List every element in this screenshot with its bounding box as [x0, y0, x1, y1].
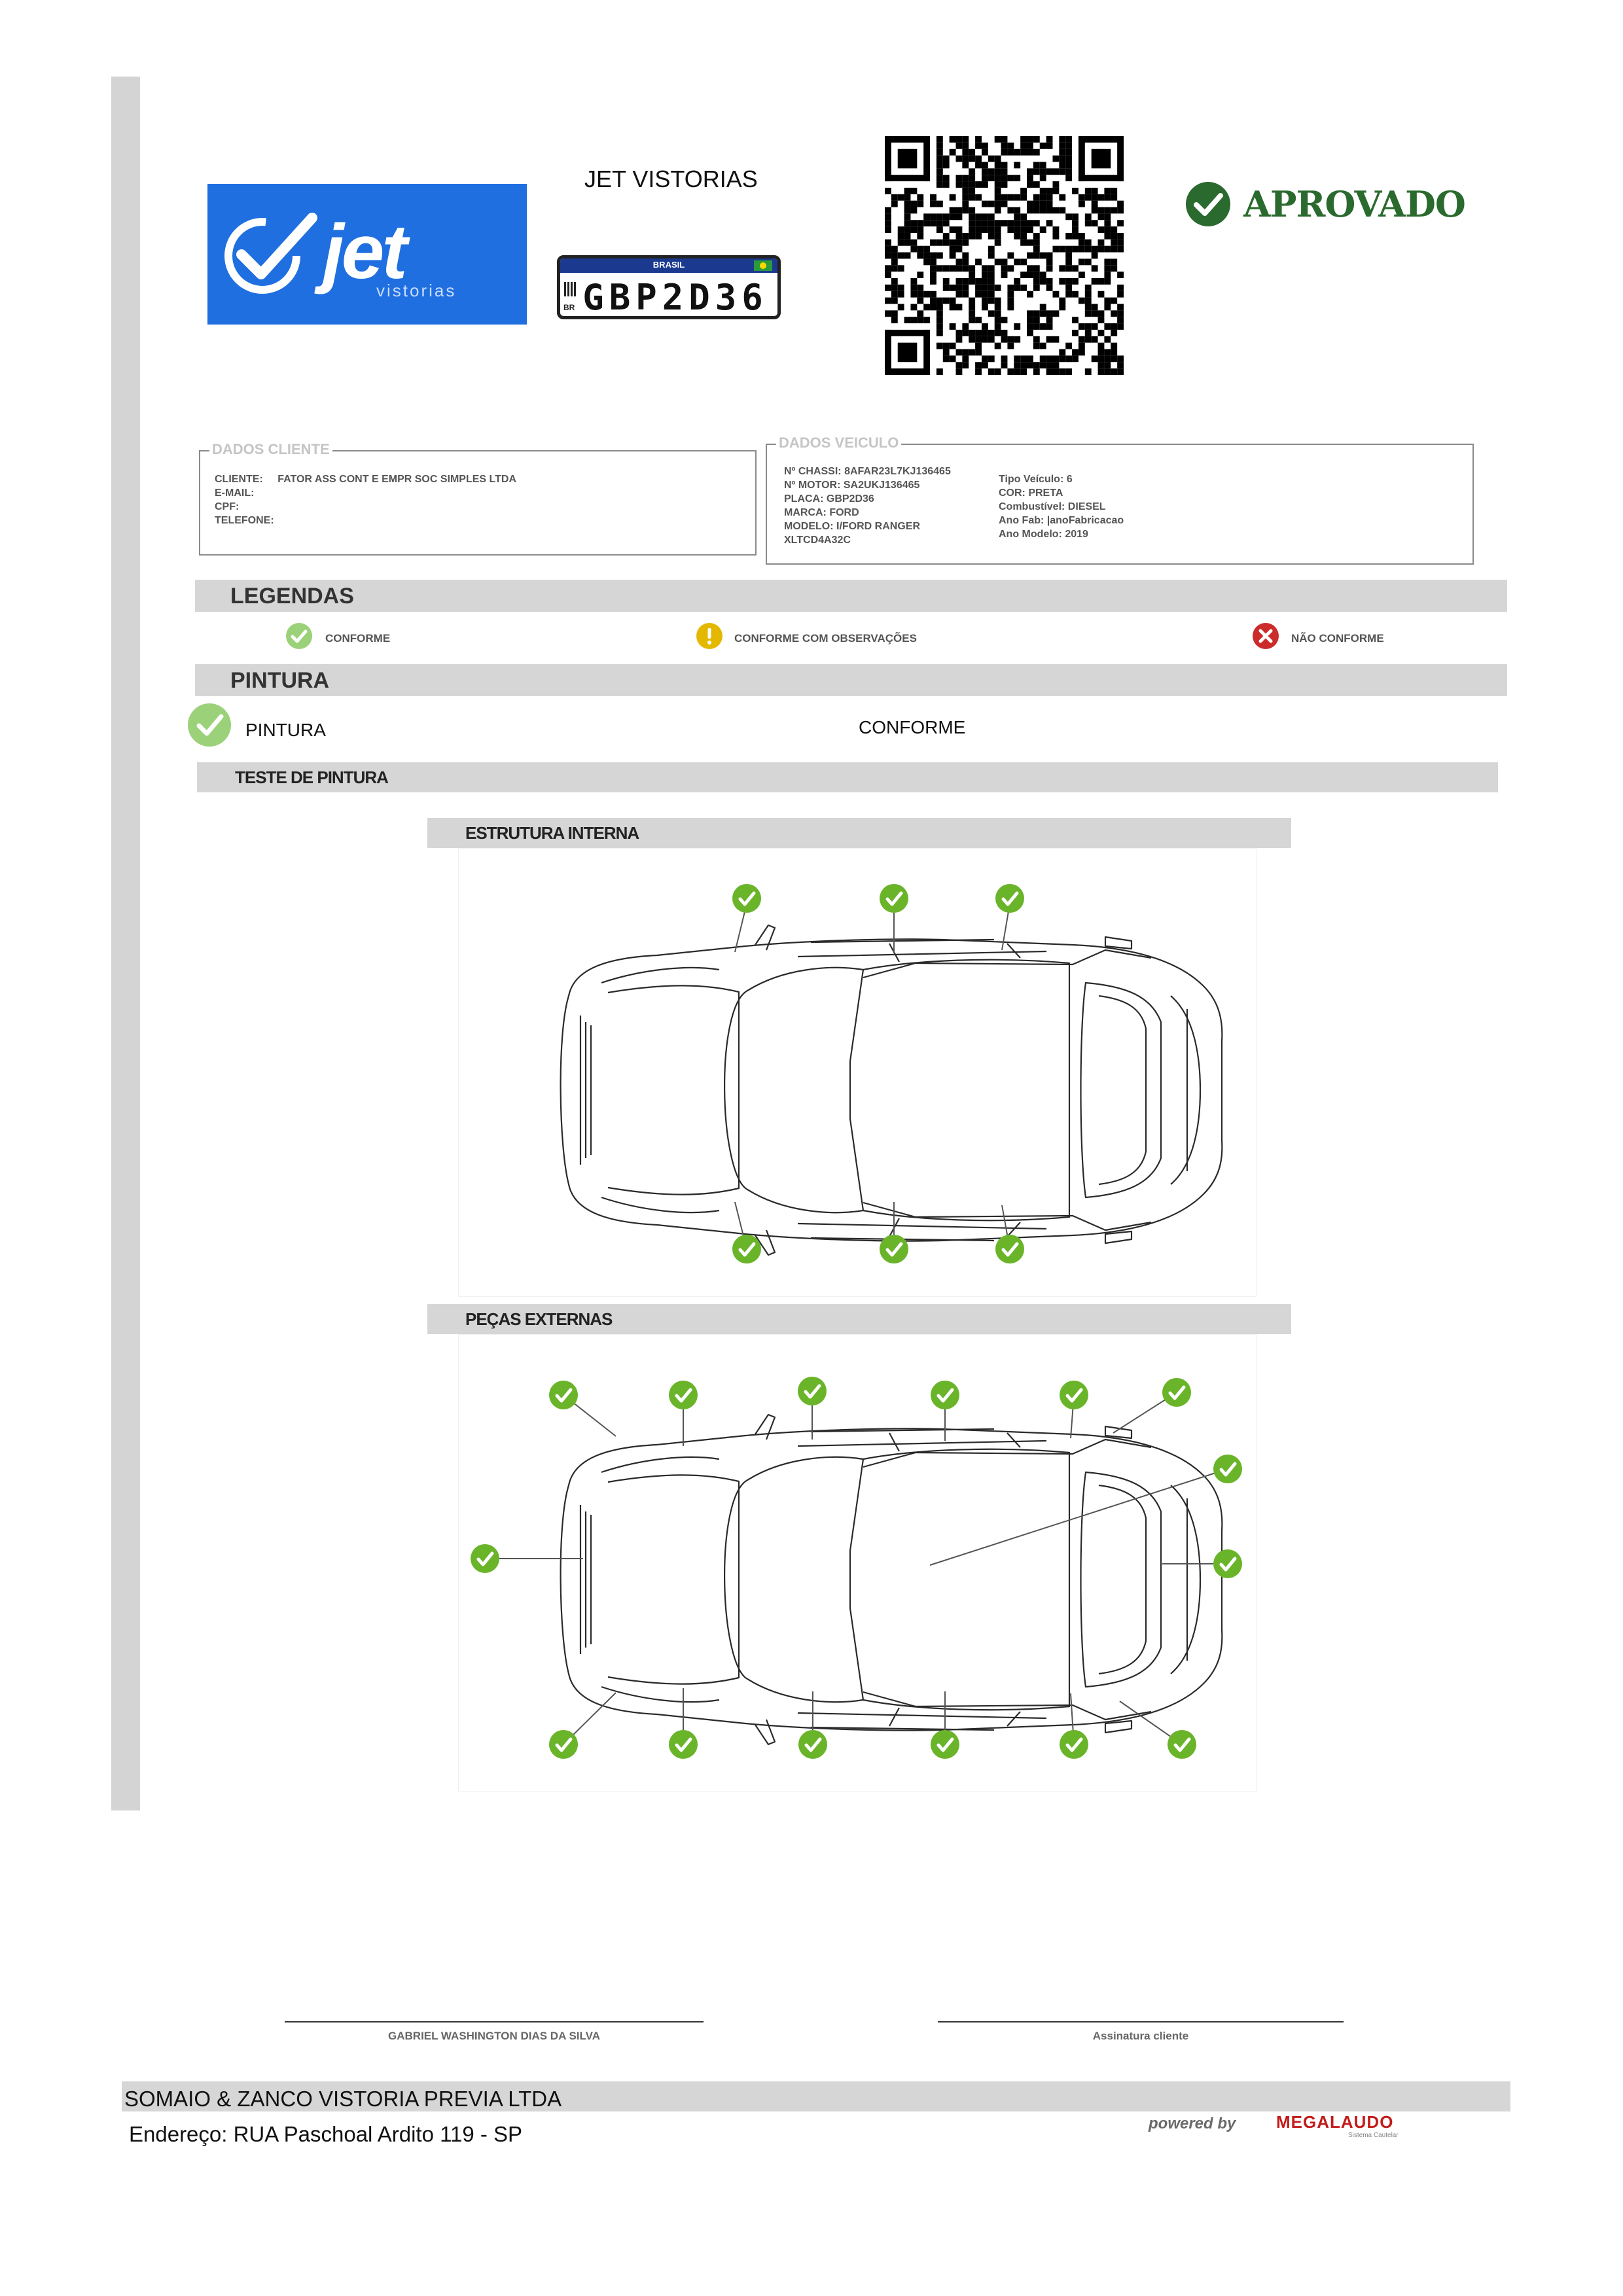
check-ok-icon[interactable]: [471, 1544, 499, 1573]
vehicle-model-year: Ano Modelo: 2019: [999, 529, 1088, 540]
qr-code[interactable]: [885, 136, 1124, 375]
plate-country: BRASIL: [652, 260, 685, 270]
logo-wordmark: jet: [323, 209, 405, 295]
logo-subtext: vistorias: [376, 281, 457, 300]
estrutura-interna-drawing: [459, 849, 1257, 1298]
client-cpf-label: CPF:: [215, 501, 240, 512]
vehicle-plate: PLACA: GBP2D36: [784, 493, 874, 504]
vehicle-brand: MARCA: FORD: [784, 507, 859, 518]
pecas-externas-header: [427, 1304, 1291, 1334]
vehicle-type: Tipo Veículo: 6: [999, 474, 1073, 485]
vehicle-data-box: [766, 434, 1474, 565]
check-ok-icon[interactable]: [1213, 1455, 1242, 1483]
check-ok-icon[interactable]: [880, 884, 908, 913]
check-ok-icon[interactable]: [880, 1235, 908, 1263]
conforme-legend-icon: [285, 622, 313, 650]
legend-title: LEGENDAS: [230, 584, 354, 609]
pintura-title: PINTURA: [230, 668, 330, 693]
pintura-status-icon: [187, 702, 232, 748]
check-ok-icon[interactable]: [669, 1381, 698, 1409]
plate-country-code: BR: [563, 303, 575, 312]
inspector-name: GABRIEL WASHINGTON DIAS DA SILVA: [388, 2030, 600, 2042]
client-name-value: FATOR ASS CONT E EMPR SOC SIMPLES LTDA: [277, 474, 516, 485]
megalaudo-subtext: Sistema Cautelar: [1348, 2132, 1399, 2139]
left-margin-bar: [111, 77, 140, 1810]
check-ok-icon[interactable]: [1168, 1730, 1196, 1759]
client-signature-line[interactable]: [938, 2021, 1344, 2022]
pecas-externas-diagram: [458, 1334, 1257, 1792]
check-ok-icon[interactable]: [931, 1381, 959, 1409]
check-ok-icon[interactable]: [1162, 1378, 1191, 1407]
pintura-item-status: CONFORME: [859, 717, 966, 737]
client-data-box: [199, 441, 757, 556]
plate-qr-icon: [564, 282, 576, 296]
check-ok-icon[interactable]: [931, 1730, 959, 1759]
client-signature-label: Assinatura cliente: [1092, 2030, 1189, 2042]
inspector-signature-line[interactable]: [285, 2021, 704, 2022]
teste-pintura-header: [197, 762, 1498, 792]
client-name-label: CLIENTE:: [215, 474, 263, 485]
pecas-externas-drawing: [459, 1335, 1257, 1793]
pecas-externas-title: PEÇAS EXTERNAS: [465, 1309, 613, 1329]
warning-legend-icon: [696, 622, 723, 650]
check-ok-icon[interactable]: [798, 1377, 827, 1405]
check-ok-icon[interactable]: [549, 1730, 578, 1759]
check-ok-icon[interactable]: [732, 884, 761, 913]
pintura-header: [195, 664, 1507, 696]
estrutura-interna-diagram: [458, 848, 1257, 1297]
check-ok-icon[interactable]: [549, 1381, 578, 1409]
vehicle-model-continued: XLTCD4A32C: [784, 535, 851, 546]
check-ok-icon[interactable]: [1213, 1549, 1242, 1578]
vehicle-color: COR: PRETA: [999, 487, 1063, 499]
client-phone-label: TELEFONE:: [215, 515, 274, 526]
company-logo: [207, 184, 527, 325]
check-ok-icon[interactable]: [1060, 1730, 1088, 1759]
legend-header: [195, 580, 1507, 612]
conforme-legend-label: CONFORME: [325, 632, 391, 645]
check-ok-icon[interactable]: [1060, 1381, 1088, 1409]
approved-check-icon: [1185, 181, 1232, 228]
approval-status: [1185, 181, 1465, 228]
teste-pintura-title: TESTE DE PINTURA: [235, 768, 388, 787]
check-ok-icon[interactable]: [995, 884, 1024, 913]
check-ok-icon[interactable]: [995, 1235, 1024, 1263]
car-top-view: [561, 925, 1222, 1255]
vehicle-data-title: DADOS VEICULO: [776, 434, 901, 451]
vehicle-engine: Nº MOTOR: SA2UKJ136465: [784, 480, 920, 491]
brazil-flag-icon: [754, 260, 772, 271]
vehicle-manufacture-year: Ano Fab: |anoFabricacao: [999, 515, 1124, 526]
footer-company: SOMAIO & ZANCO VISTORIA PREVIA LTDA: [124, 2087, 562, 2111]
nao-conforme-legend-label: NÃO CONFORME: [1291, 632, 1384, 645]
license-plate: [557, 255, 781, 319]
megalaudo-logo[interactable]: MEGALAUDO: [1276, 2112, 1394, 2132]
company-name: JET VISTORIAS: [584, 166, 758, 192]
check-ok-icon[interactable]: [732, 1235, 761, 1263]
vehicle-model: MODELO: I/FORD RANGER: [784, 521, 920, 532]
observacoes-legend-label: CONFORME COM OBSERVAÇÕES: [734, 632, 917, 645]
status-text: APROVADO: [1243, 183, 1465, 225]
nao-conforme-legend-icon: [1252, 622, 1279, 650]
powered-by-label: powered by: [1149, 2115, 1236, 2132]
vehicle-chassis: Nº CHASSI: 8AFAR23L7KJ136465: [784, 466, 951, 477]
pintura-item-label: PINTURA: [245, 720, 326, 740]
check-ok-icon[interactable]: [798, 1730, 827, 1759]
check-ok-icon[interactable]: [669, 1730, 698, 1759]
footer-address: Endereço: RUA Paschoal Ardito 119 - SP: [129, 2122, 523, 2146]
estrutura-interna-header: [427, 818, 1291, 848]
vehicle-fuel: Combustível: DIESEL: [999, 501, 1106, 512]
car-top-view: [561, 1415, 1222, 1744]
estrutura-interna-title: ESTRUTURA INTERNA: [465, 823, 639, 843]
client-name-row: [215, 474, 516, 486]
plate-number: GBP2D36: [582, 277, 768, 318]
checkmark-logo-icon: [222, 211, 320, 296]
client-email-label: E-MAIL:: [215, 487, 255, 499]
client-data-title: DADOS CLIENTE: [209, 441, 332, 458]
